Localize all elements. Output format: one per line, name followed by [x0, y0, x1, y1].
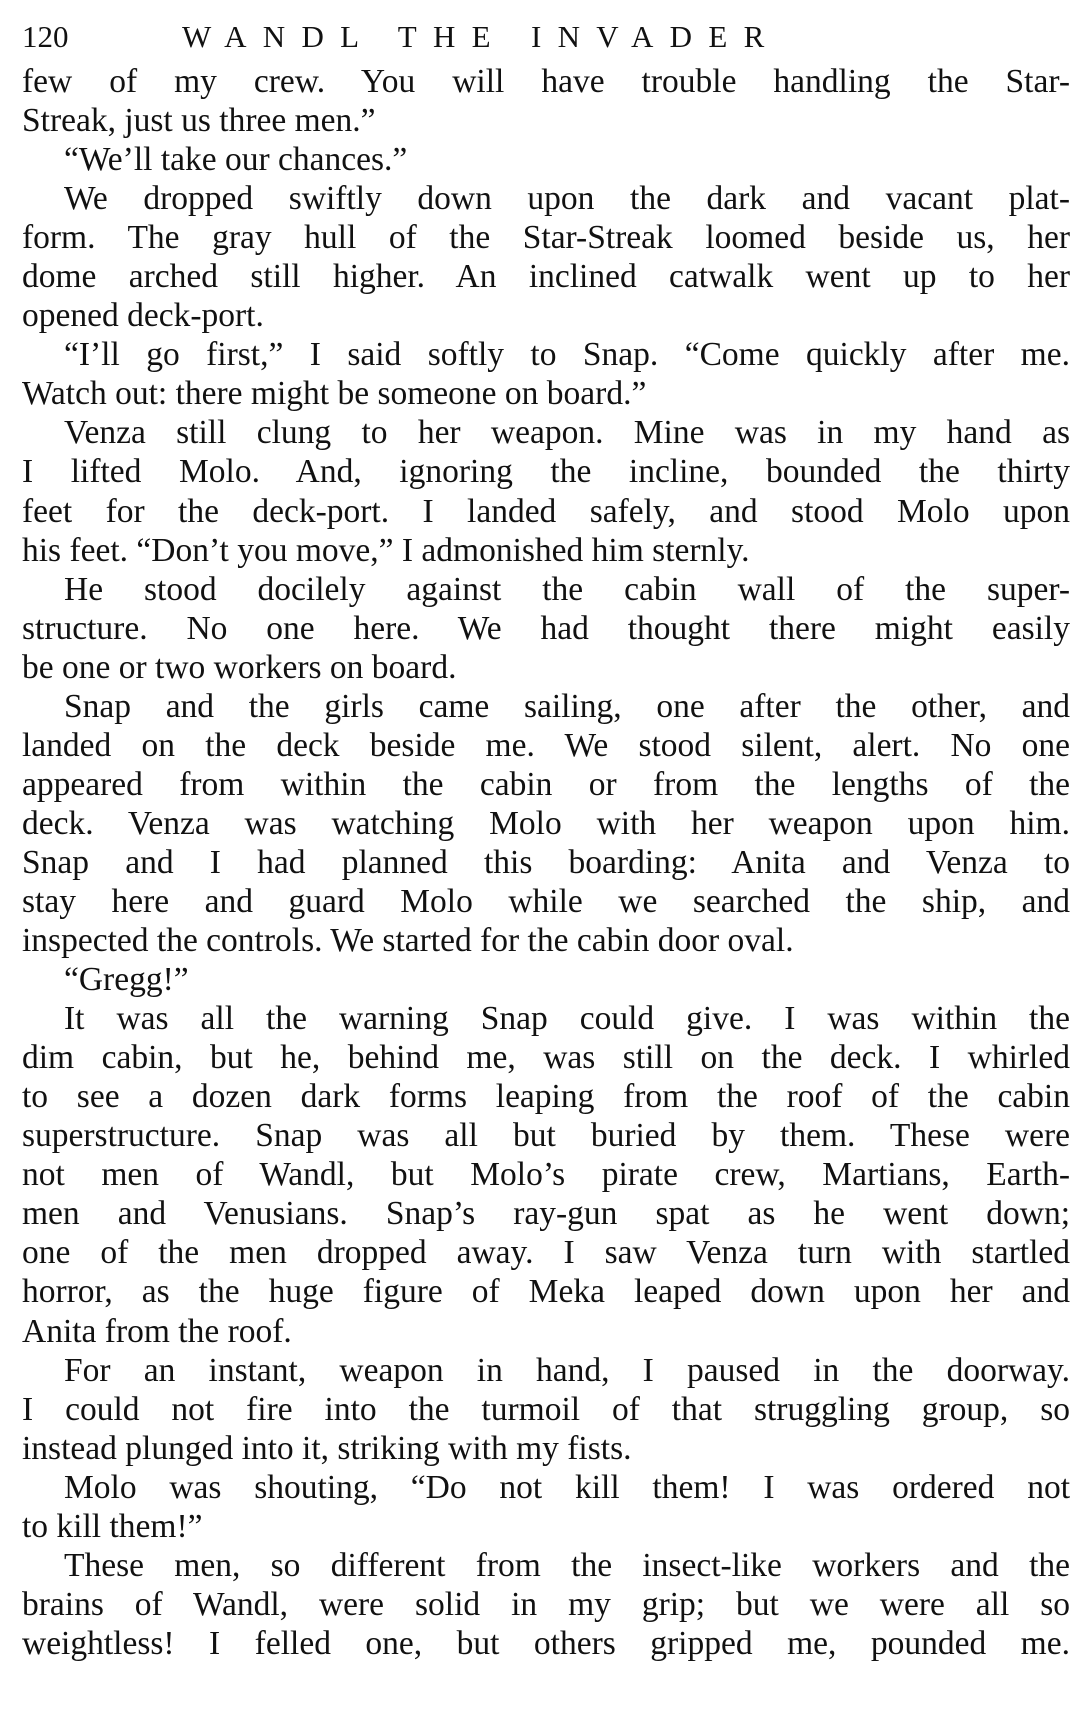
text-line: form. The gray hull of the Star-Streak loomed beside us, her	[22, 219, 1070, 257]
text-line: his feet. “Don’t you move,” I admonished him sternly.	[22, 531, 750, 569]
text-line: dome arched still higher. An inclined catwalk went up to her	[22, 258, 1070, 296]
text-line: be one or two workers on board.	[22, 648, 457, 686]
text-line: Streak, just us three men.”	[22, 102, 376, 140]
text-line: not men of Wandl, but Molo’s pirate crew, Martians, Earth-	[22, 1156, 1070, 1194]
body-text	[22, 62, 1070, 1663]
text-line: inspected the controls. We started for the cabin door oval.	[22, 922, 794, 960]
text-line: These men, so different from the insect-like workers and the	[64, 1546, 1070, 1584]
text-line: feet for the deck-port. I landed safely, and stood Molo upon	[22, 492, 1070, 530]
text-line: He stood docilely against the cabin wall of the super-	[64, 570, 1070, 608]
text-line: I lifted Molo. And, ignoring the incline, bounded the thirty	[22, 453, 1070, 491]
text-line: Watch out: there might be someone on board.”	[22, 375, 647, 413]
text-line: We dropped swiftly down upon the dark and vacant plat-	[64, 180, 1070, 218]
text-line: landed on the deck beside me. We stood silent, alert. No one	[22, 726, 1070, 764]
text-line: stay here and guard Molo while we searched the ship, and	[22, 882, 1070, 920]
text-line: “I’ll go first,” I said softly to Snap. “Come quickly after me.	[64, 336, 1070, 374]
text-line: superstructure. Snap was all but buried by them. These were	[22, 1117, 1070, 1155]
text-line: It was all the warning Snap could give. I was within the	[64, 1000, 1070, 1038]
text-line: deck. Venza was watching Molo with her weapon upon him.	[22, 804, 1070, 842]
text-line: “We’ll take our chances.”	[64, 141, 408, 179]
text-line: few of my crew. You will have trouble handling the Star-	[22, 63, 1070, 100]
text-line: to kill them!”	[22, 1507, 203, 1545]
text-line: Molo was shouting, “Do not kill them! I was ordered not	[64, 1468, 1070, 1506]
running-title: WANDL THE INVADER	[182, 19, 781, 54]
text-line: opened deck-port.	[22, 297, 264, 335]
text-line: dim cabin, but he, behind me, was still on the deck. I whirled	[22, 1039, 1070, 1077]
text-line: to see a dozen dark forms leaping from the roof of the cabin	[22, 1078, 1070, 1116]
page-number: 120	[22, 19, 69, 54]
text-line: brains of Wandl, were solid in my grip; but we were all so	[22, 1585, 1070, 1623]
text-line: “Gregg!”	[64, 961, 189, 999]
running-header	[22, 12, 1070, 62]
text-line: instead plunged into it, striking with my fists.	[22, 1429, 632, 1467]
text-line: Snap and I had planned this boarding: Anita and Venza to	[22, 843, 1070, 881]
text-line: Snap and the girls came sailing, one after the other, and	[64, 687, 1070, 725]
text-line: appeared from within the cabin or from the lengths of the	[22, 765, 1070, 803]
text-line: men and Venusians. Snap’s ray-gun spat as he went down;	[22, 1195, 1070, 1233]
text-line: one of the men dropped away. I saw Venza turn with startled	[22, 1234, 1070, 1272]
text-line: Anita from the roof.	[22, 1312, 292, 1350]
text-line: Venza still clung to her weapon. Mine was in my hand as	[64, 414, 1070, 452]
text-line: weightless! I felled one, but others gripped me, pounded me.	[22, 1624, 1070, 1662]
text-line: structure. No one here. We had thought there might easily	[22, 609, 1070, 647]
text-line: For an instant, weapon in hand, I paused in the doorway.	[64, 1351, 1070, 1389]
text-line: horror, as the huge figure of Meka leaped down upon her and	[22, 1273, 1070, 1311]
book-page	[22, 12, 1070, 1663]
text-line: I could not fire into the turmoil of that struggling group, so	[22, 1390, 1070, 1428]
